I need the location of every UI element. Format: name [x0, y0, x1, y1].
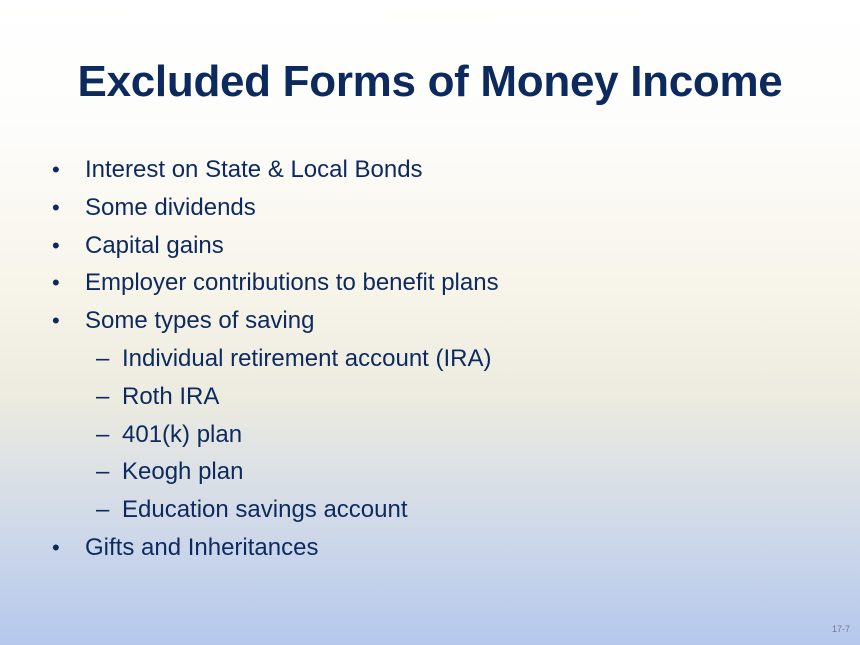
sub-bullet-marker: –: [96, 496, 110, 524]
sub-bullet-item: [0, 491, 860, 529]
bullet-marker: •: [52, 308, 60, 334]
sub-bullet-item: [0, 416, 860, 454]
bullet-text: Gifts and Inheritances: [85, 533, 319, 561]
bullet-item: [0, 189, 860, 227]
sub-bullet-item: [0, 453, 860, 491]
bullet-marker: •: [52, 270, 60, 296]
sub-bullet-item: [0, 340, 860, 378]
bullet-item: [0, 302, 860, 340]
sub-bullet-marker: –: [96, 344, 110, 372]
bullet-marker: •: [52, 194, 60, 220]
sub-bullet-marker: –: [96, 458, 110, 486]
bullet-text: Interest on State & Local Bonds: [85, 156, 423, 183]
slide-title: Excluded Forms of Money Income: [77, 57, 783, 106]
sub-bullet-marker: –: [96, 420, 110, 448]
bullet-text: Capital gains: [85, 231, 224, 259]
sub-bullet-text: Keogh plan: [122, 458, 244, 486]
page-number: 17-7: [831, 624, 850, 634]
bullet-item: [0, 151, 860, 189]
bullet-text: Some dividends: [85, 193, 256, 221]
bullet-marker: •: [52, 534, 60, 560]
bullet-item: [0, 264, 860, 302]
bullet-text: Some types of saving: [85, 307, 315, 335]
bullet-marker: •: [52, 157, 60, 182]
bullet-item: [0, 529, 860, 567]
sub-bullet-text: Individual retirement account (IRA): [122, 344, 492, 372]
sub-bullet-text: 401(k) plan: [122, 420, 243, 448]
sub-bullet-item: [0, 378, 860, 416]
bullet-item: [0, 227, 860, 265]
bullet-text: Employer contributions to benefit plans: [85, 269, 499, 297]
bullet-marker: •: [52, 232, 60, 258]
sub-bullet-marker: –: [96, 382, 110, 410]
sub-bullet-text: Education savings account: [122, 496, 408, 524]
sub-bullet-text: Roth IRA: [122, 382, 220, 410]
bullet-list: [0, 151, 860, 567]
